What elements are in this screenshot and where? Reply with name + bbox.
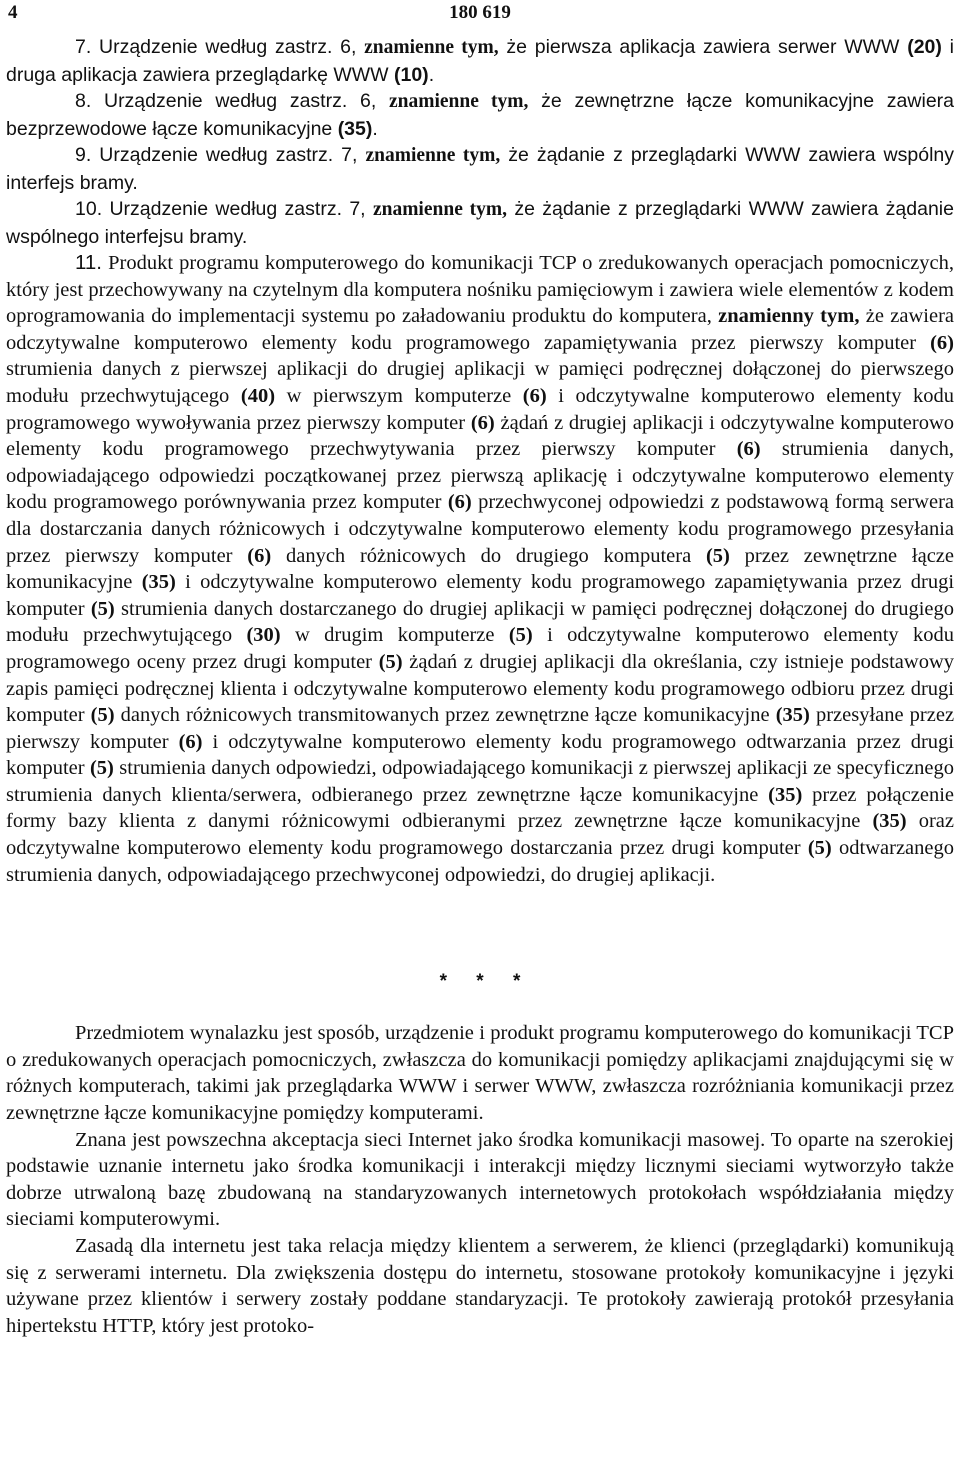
claim-text: .	[372, 117, 378, 140]
reference-number: (6)	[247, 544, 272, 567]
claim-text: strumienia danych dostarczanego do drugiej aplikacji w pamięci podręcznej dołączonej do drugiego modułu przechwytującego	[6, 597, 954, 647]
claim-number: 10.	[75, 198, 103, 220]
page-header	[6, 0, 954, 34]
claim-number: 8.	[75, 90, 92, 112]
claim-number: 7.	[75, 36, 92, 58]
description-paragraph: Znana jest powszechna akceptacja sieci Internet jako środka komunikacji masowej. To oparte na szerokiej podstawie uznanie internetu jako środka komunikacji i interakcji między licznymi sieciami wytworzyło także dobrze utrwaloną bazę zbudowaną na standaryzowanych internetowych protokołach współdziałania między sieciami komputerowymi.	[6, 1128, 954, 1231]
claim-text: i druga aplikacja zawiera przeglądarkę WWW	[6, 36, 954, 86]
reference-number: (6)	[470, 411, 495, 434]
reference-number: (6)	[178, 730, 203, 753]
claim-text: i odczytywalne komputerowo elementy kodu programowego odtwarzania przez drugi komputer	[6, 730, 955, 780]
claim-text: Urządzenie według zastrz. 6,	[103, 90, 377, 112]
reference-number: (5)	[378, 650, 403, 673]
claim-keyword: znamienne tym,	[372, 199, 508, 220]
claim-text: i odczytywalne komputerowo elementy kodu programowego zapamiętywania przez drugi komputer	[6, 571, 955, 620]
claim-text: odtwarzanego strumienia danych, odpowiadającego przechwyconej odpowiedzi, do drugiej aplikacji.	[6, 837, 954, 886]
page-number: 4	[8, 2, 18, 23]
description-paragraph: Zasadą dla internetu jest taka relacja między klientem a serwerem, że klienci (przeglądarki) komunikują się z serwerami internetu. Dla zwiększenia dostępu do internetu, stosowane protokoły komunikacyjne i języki używane przez klientów i serwery zostały poddane standaryzacji. Te protokoły zawierają protokół przesyłania hipertekstu HTTP, który jest protoko-	[6, 1235, 954, 1337]
claim-text: że zawiera odczytywalne komputerowo elementy kodu programowego zapamiętywania przez pierwszy komputer	[6, 305, 955, 354]
claim-keyword: znamienne tym,	[364, 37, 499, 58]
claim-text: Urządzenie według zastrz. 7,	[99, 144, 358, 166]
description-section	[6, 1020, 954, 1339]
description-paragraph: Przedmiotem wynalazku jest sposób, urządzenie i produkt programu komputerowego do komunikacji TCP o zredukowanych operacjach pomocniczych, zwłaszcza do komunikacji pomiędzy aplikacjami znajdującymi się w różnych komputerach, takimi jak przeglądarka WWW i serwer WWW, zwłaszcza rozróżniania komunikacji przez zewnętrzne łącze komunikacyjne pomiędzy komputerami.	[6, 1022, 954, 1125]
reference-number: (6)	[447, 491, 472, 514]
reference-number: (40)	[240, 384, 276, 407]
reference-number: (5)	[89, 757, 114, 780]
reference-number: (5)	[90, 704, 115, 727]
claim-number: 9.	[75, 144, 92, 166]
claim-text: że żądanie z przeglądarki WWW zawiera żądanie wspólnego interfejsu bramy.	[6, 198, 954, 248]
claim-text: Urządzenie według zastrz. 6,	[99, 36, 357, 58]
claims-section	[6, 34, 954, 888]
reference-number: (20)	[907, 36, 942, 58]
reference-number: (5)	[807, 837, 832, 860]
claim-text: strumienia danych, odpowiadającego odpowiedzi początkowanej przez pierwszą aplikację i odczytywalne komputerowo elementy kodu programowego porównywania przez komputer	[6, 438, 955, 514]
claim-text: danych różnicowych transmitowanych przez zewnętrzne łącze komunikacyjne	[120, 704, 770, 727]
claim-text: Urządzenie według zastrz. 7,	[109, 198, 366, 220]
claim-text: .	[428, 63, 435, 86]
reference-number: (30)	[246, 624, 281, 647]
reference-number: (6)	[736, 438, 761, 461]
claim-text: przez połączenie formy bazy klienta z danymi różnicowymi odbieranymi przez zewnętrzne łącze komunikacyjne	[6, 783, 954, 833]
section-separator: * * *	[439, 971, 533, 993]
claim-10	[6, 196, 954, 250]
reference-number: (6)	[930, 331, 955, 354]
claim-text: i odczytywalne komputerowo elementy kodu programowego oceny przez drugi komputer	[6, 624, 955, 673]
claim-text: strumienia danych z pierwszej aplikacji do drugiej aplikacji w pamięci podręcznej dołączonej do pierwszego modułu przechwytującego	[6, 358, 954, 407]
claim-text: przez zewnętrzne łącze komunikacyjne	[6, 544, 954, 594]
claim-text: żądań z drugiej aplikacji dla określania, czy istnieje podstawowy zapis pamięci podręcznej klienta i odczytywalne komputerowo elementy kodu programowego odbioru przez drugi komputer	[6, 650, 954, 727]
claim-text: przesyłane przez pierwszy komputer	[6, 704, 955, 753]
claim-11	[6, 250, 954, 888]
reference-number: (35)	[775, 704, 810, 727]
claim-text: że zewnętrzne łącze komunikacyjne zawiera bezprzewodowe łącze komunikacyjne	[6, 90, 955, 140]
reference-number: (35)	[337, 117, 373, 140]
claim-text: żądań z drugiej aplikacji i odczytywalne komputerowo elementy kodu programowego przechwytywania przez pierwszy komputer	[6, 411, 955, 461]
reference-number: (5)	[705, 544, 730, 567]
claim-7	[6, 34, 954, 88]
claim-text: strumienia danych odpowiedzi, odpowiadającego komunikacji z pierwszej aplikacji ze specyficznego strumienia danych klienta/serwera, odbieranego przez zewnętrzne łącze komunikacyjne	[6, 757, 955, 806]
reference-number: (5)	[508, 624, 533, 647]
reference-number: (35)	[768, 783, 803, 806]
claim-text: przechwyconej odpowiedzi z podstawową formą serwera dla dostarczania danych różnicowych i odczytywalne komputerowo elementy kodu programowego przesyłania przez pierwszy komputer	[6, 491, 955, 567]
reference-number: (6)	[522, 384, 547, 407]
claim-text: oraz odczytywalne komputerowo elementy kodu programowego dostarczania przez drugi komputer	[6, 810, 955, 860]
claim-number: 11.	[75, 251, 102, 274]
claim-text: że żądanie z przeglądarki WWW zawiera wspólny interfejs bramy.	[6, 144, 955, 194]
claim-text: danych różnicowych do drugiego komputera	[285, 544, 692, 567]
claim-keyword: znamienne tym,	[388, 91, 529, 112]
reference-number: (35)	[872, 810, 907, 833]
document-number: 180 619	[449, 2, 511, 23]
claim-8	[6, 88, 954, 142]
claim-text: i odczytywalne komputerowo elementy kodu programowego wywoływania przez pierwszy komputer	[6, 384, 955, 434]
claim-text: w pierwszym komputerze	[286, 384, 512, 407]
claim-text: że pierwsza aplikacja zawiera serwer WWW	[506, 36, 900, 58]
claim-9	[6, 142, 954, 196]
claim-keyword: znamienny tym,	[718, 305, 860, 328]
reference-number: (35)	[141, 571, 176, 594]
claim-text: Produkt programu komputerowego do komunikacji TCP o zredukowanych operacjach pomocniczych, który jest przechowywany na czytelnym dla komputera nośniku pamięciowym i zawiera wiele elementów z kodem oprogramowania do implementacji systemu po załadowaniu produktu do komputera,	[6, 252, 955, 328]
reference-number: (10)	[394, 63, 429, 86]
claim-keyword: znamienne tym,	[365, 145, 501, 166]
reference-number: (5)	[90, 597, 115, 620]
claim-text: w drugim komputerze	[294, 624, 495, 647]
